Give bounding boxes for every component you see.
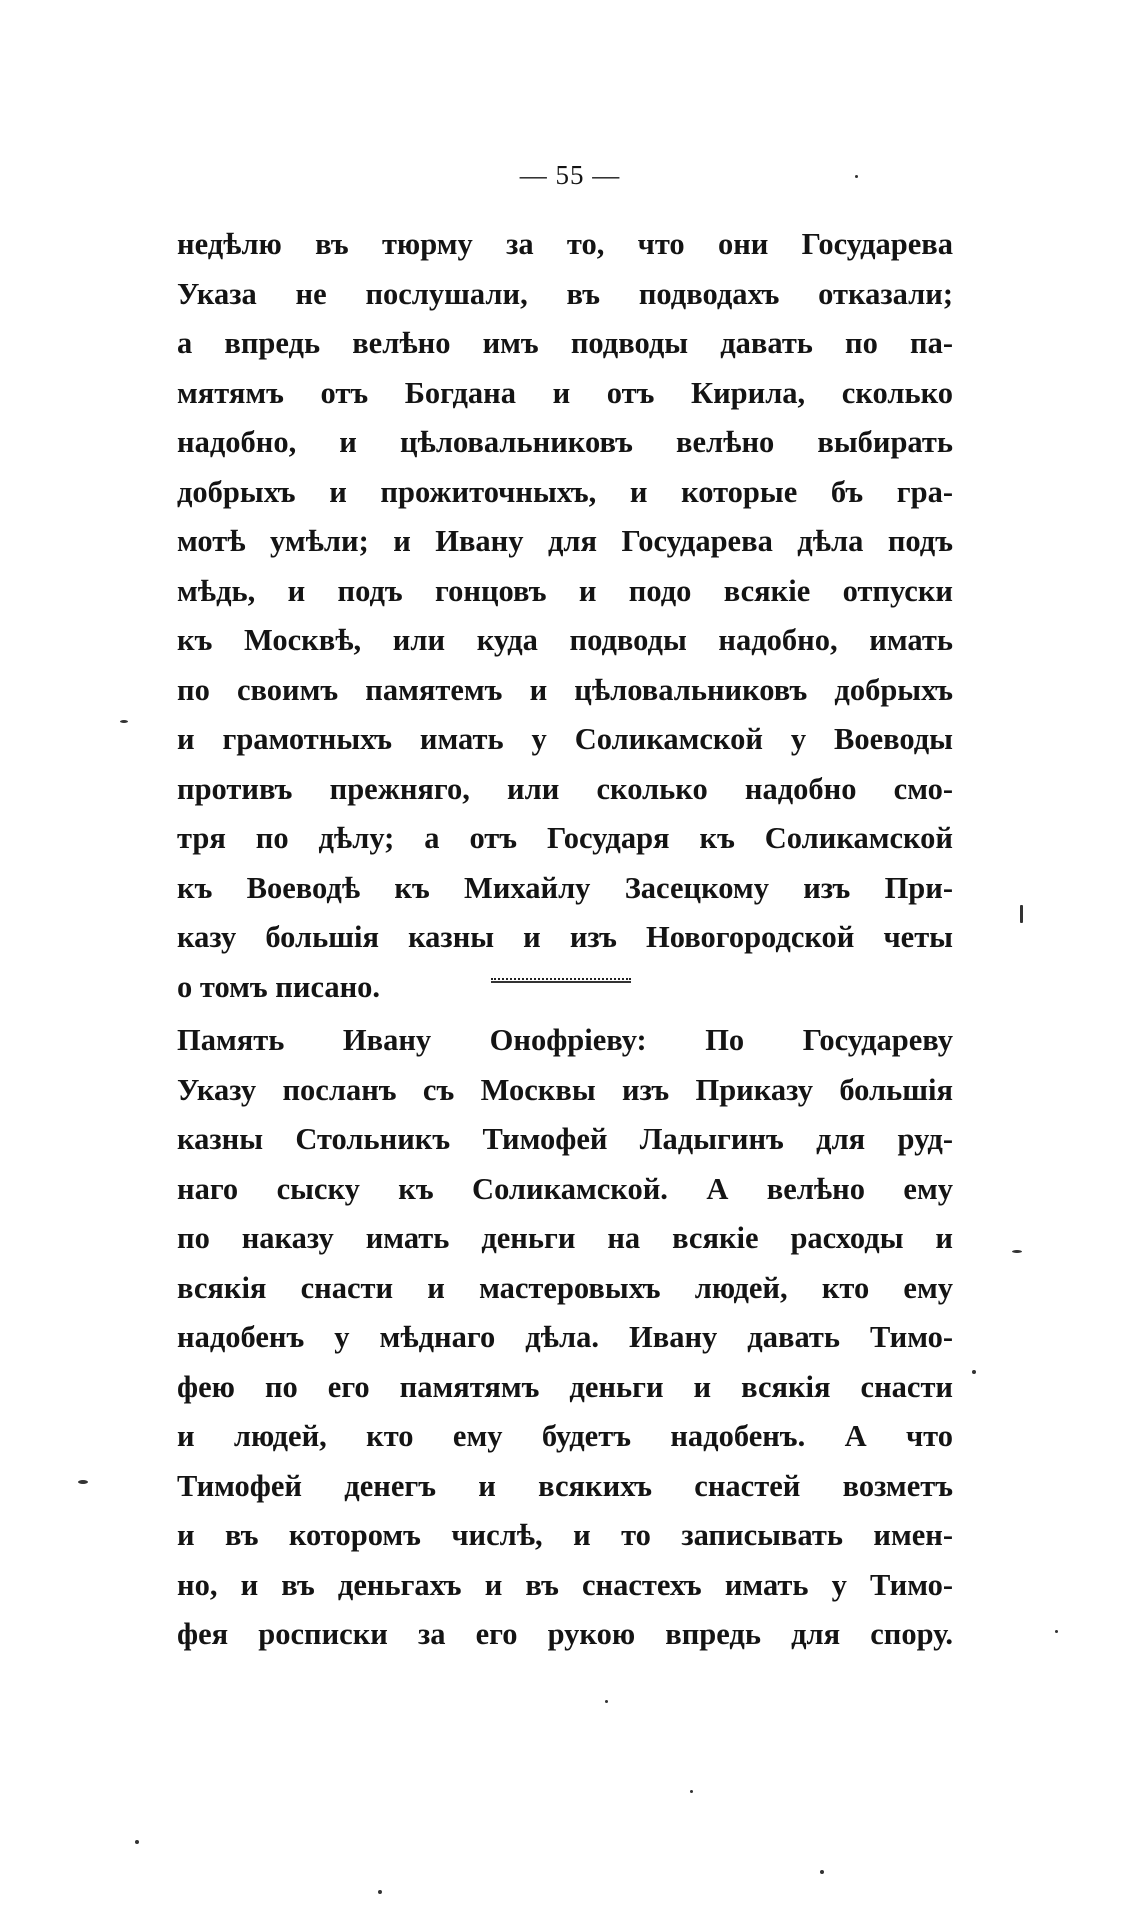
paragraph-2 — [177, 1016, 953, 1660]
text-line: мѣдь, и подъ гонцовъ и подо всякіе отпуски — [177, 573, 953, 608]
text-line: надобенъ у мѣднаго дѣла. Ивану давать Тимо- — [177, 1320, 953, 1354]
scan-speck — [1055, 1630, 1058, 1633]
page-number: — 55 — — [519, 160, 621, 190]
text-line: мятямъ отъ Богдана и отъ Кирила, сколько — [177, 375, 953, 410]
text-line: мотѣ умѣли; и Ивану для Государева дѣла подъ — [177, 524, 953, 558]
text-line: тря по дѣлу; а отъ Государя къ Соликамской — [177, 821, 953, 855]
text-line: къ Воеводѣ къ Михайлу Засецкому изъ При- — [177, 870, 953, 905]
text-line: но, и въ деньгахъ и въ снастехъ имать у Тимо- — [177, 1567, 953, 1602]
text-line: надобно, и цѣловальниковъ велѣно выбирать — [177, 425, 953, 459]
text-line: недѣлю въ тюрму за то, что они Государева — [177, 227, 953, 261]
text-line: и въ которомъ числѣ, и то записывать имен- — [177, 1518, 953, 1552]
text-line: всякія снасти и мастеровыхъ людей, кто ему — [177, 1270, 953, 1305]
text-line: и грамотныхъ имать у Соликамской у Воеводы — [177, 722, 953, 756]
scan-speck — [135, 1840, 139, 1844]
text-line: по наказу имать деньги на всякіе расходы и — [177, 1221, 953, 1255]
text-line: противъ прежняго, или сколько надобно смо- — [177, 771, 953, 806]
scan-speck — [972, 1370, 976, 1374]
text-line: а впредь велѣно имъ подводы давать по па- — [177, 326, 953, 360]
text-line: къ Москвѣ, или куда подводы надобно, имать — [177, 623, 953, 657]
text-line: добрыхъ и прожиточныхъ, и которые бъ гра- — [177, 474, 953, 509]
scan-speck — [378, 1890, 382, 1894]
scan-speck — [78, 1480, 88, 1484]
text-line: Указа не послушали, въ подводахъ отказали; — [177, 276, 953, 311]
text-line: фею по его памятямъ деньги и всякія снасти — [177, 1369, 953, 1404]
text-line: о томъ писано. — [177, 969, 381, 1004]
text-line: Указу посланъ съ Москвы изъ Приказу большія — [177, 1072, 953, 1107]
scan-speck — [1012, 1250, 1022, 1253]
text-line: Память Ивану Онофріеву: По Государеву — [177, 1023, 953, 1057]
text-line: по своимъ памятемъ и цѣловальниковъ добрыхъ — [177, 672, 953, 707]
scan-speck — [690, 1790, 693, 1793]
scan-speck — [820, 1870, 824, 1874]
text-line: и людей, кто ему будетъ надобенъ. А что — [177, 1419, 953, 1453]
paragraph-1 — [177, 220, 953, 1012]
scan-speck — [120, 720, 128, 723]
scan-speck — [605, 1700, 608, 1703]
scan-speck — [1020, 905, 1023, 923]
text-line: Тимофей денегъ и всякихъ снастей возметъ — [177, 1468, 953, 1503]
scan-speck — [855, 175, 858, 178]
text-line: фея росписки за его рукою впредь для спору. — [177, 1617, 953, 1651]
section-separator — [491, 978, 631, 983]
text-line: казу большія казны и изъ Новогородской четы — [177, 920, 953, 954]
text-line: казны Стольникъ Тимофей Ладыгинъ для руд- — [177, 1122, 953, 1156]
text-line: наго сыску къ Соликамской. А велѣно ему — [177, 1171, 953, 1206]
